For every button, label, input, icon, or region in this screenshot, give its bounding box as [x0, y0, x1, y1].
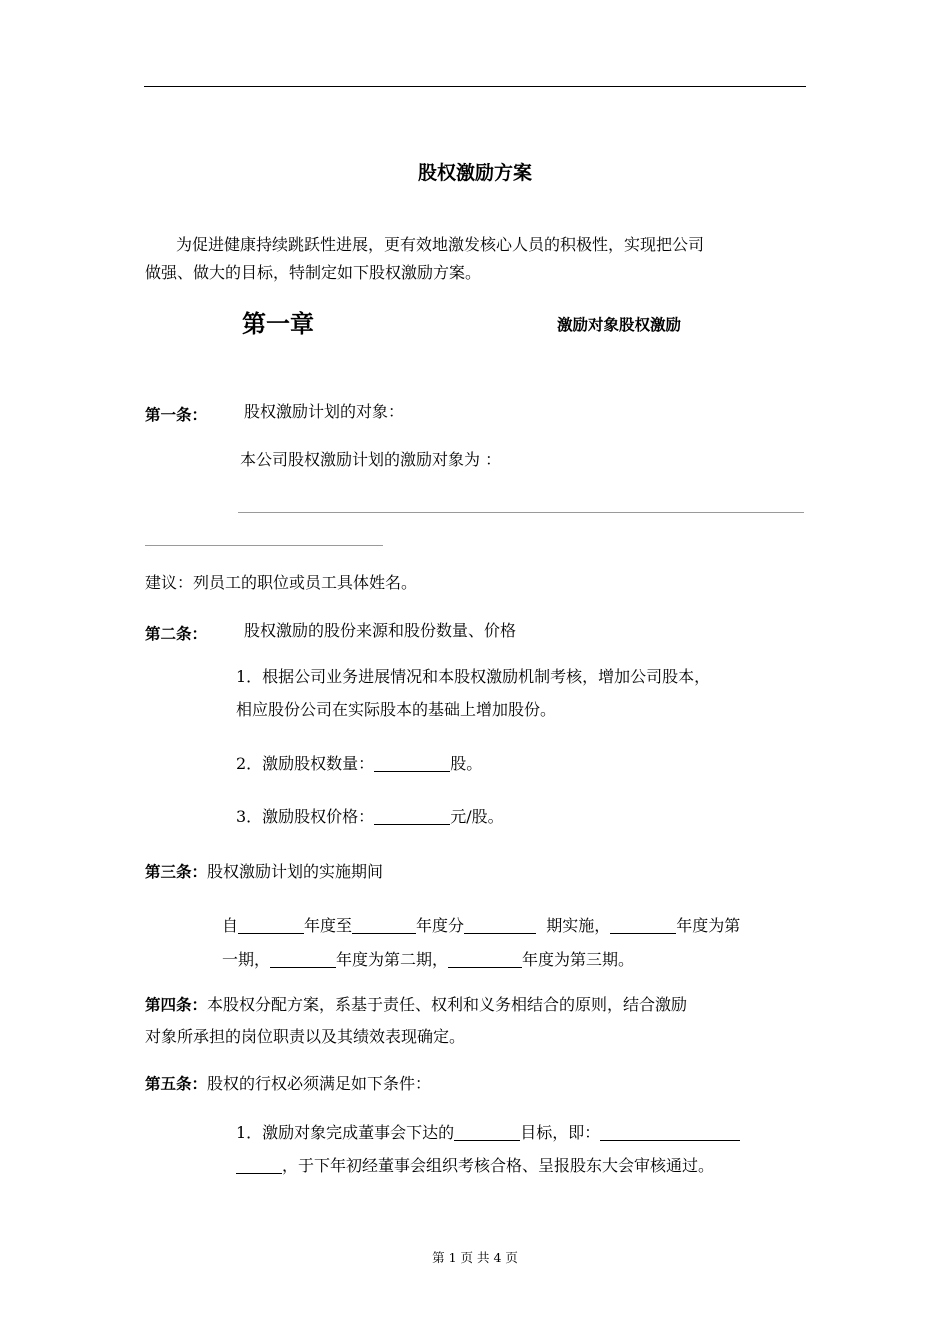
article-4-line-2: 对象所承担的岗位职责以及其绩效表现确定。: [145, 1027, 466, 1046]
text-segment: 期实施，: [546, 916, 611, 935]
price-blank: [374, 808, 450, 825]
article-3: [145, 858, 383, 886]
year-blank: [352, 917, 416, 934]
article-3-line-2: [222, 946, 634, 974]
article-5-item-1-line-2: [236, 1152, 714, 1180]
article-5-label: 第五条：: [145, 1075, 208, 1093]
text-segment: 目标，即：: [520, 1123, 601, 1142]
article-1-label: 第一条：: [145, 406, 208, 424]
article-5: [145, 1070, 431, 1098]
year-blank: [610, 917, 676, 934]
article-2-item-1-line-2: 相应股份公司在实际股本的基础上增加股份。: [236, 700, 557, 719]
year-blank: [238, 917, 304, 934]
page-footer: 第 1 页 共 4 页: [432, 1250, 518, 1265]
article-5-item-1-line-1: [236, 1119, 740, 1147]
article-5-heading: 股权的行权必须满足如下条件：: [207, 1074, 432, 1093]
year-blank: [448, 951, 522, 968]
text-segment: 一期，: [222, 950, 271, 969]
chapter-title: 激励对象股权激励: [557, 316, 682, 334]
article-2-label: 第二条：: [145, 625, 208, 643]
text-segment: 年度分: [416, 916, 465, 935]
article-2-heading: 股权激励的股份来源和股份数量、价格: [244, 621, 517, 640]
article-2-item-2: [236, 750, 482, 778]
intro-line-1: 为促进健康持续跳跃性进展，更有效地激发核心人员的积极性，实现把公司: [176, 235, 705, 254]
text-segment: 自: [222, 916, 239, 935]
article-4-text: 本股权分配方案，系基于责任、权利和义务相结合的原则，结合激励: [207, 995, 688, 1014]
article-3-label: 第三条：: [145, 863, 208, 881]
item-3-prefix: 3．激励股权价格：: [236, 807, 375, 826]
year-blank: [270, 951, 336, 968]
text-segment: 年度为第三期。: [522, 950, 635, 969]
fill-in-line: [238, 512, 804, 513]
fill-in-line-continued: [145, 545, 383, 546]
quantity-blank: [374, 755, 450, 772]
article-3-heading: 股权激励计划的实施期间: [207, 862, 384, 881]
article-2-item-1-line-1: 1．根据公司业务进展情况和本股权激励机制考核，增加公司股本，: [236, 667, 711, 686]
article-1-heading: 股权激励计划的对象：: [244, 402, 405, 421]
document-title: 股权激励方案: [417, 162, 532, 184]
text-segment: 年度为第: [676, 916, 741, 935]
article-1-suggestion: 建议：列员工的职位或员工具体姓名。: [145, 573, 418, 592]
article-3-line-1: [222, 912, 740, 940]
article-4-line-1: [145, 991, 687, 1019]
intro-line-2: 做强、做大的目标，特制定如下股权激励方案。: [145, 263, 482, 282]
item-2-prefix: 2．激励股权数量：: [236, 754, 375, 773]
target-detail-blank: [600, 1124, 740, 1141]
target-blank: [454, 1124, 520, 1141]
period-count-blank: [464, 917, 536, 934]
item-2-suffix: 股。: [450, 754, 483, 773]
article-4-label: 第四条：: [145, 996, 208, 1014]
target-detail-blank-continued: [236, 1157, 282, 1174]
article-1-text: 本公司股权激励计划的激励对象为 ：: [240, 450, 502, 469]
text-segment: 1．激励对象完成董事会下达的: [236, 1123, 455, 1142]
chapter-number: 第一章: [242, 310, 314, 338]
item-3-suffix: 元/股。: [450, 807, 504, 826]
text-segment: 年度为第二期，: [336, 950, 449, 969]
header-rule: [144, 86, 806, 87]
text-segment: ，于下年初经董事会组织考核合格、呈报股东大会审核通过。: [282, 1156, 715, 1175]
text-segment: 年度至: [304, 916, 353, 935]
article-2-item-3: [236, 803, 504, 831]
